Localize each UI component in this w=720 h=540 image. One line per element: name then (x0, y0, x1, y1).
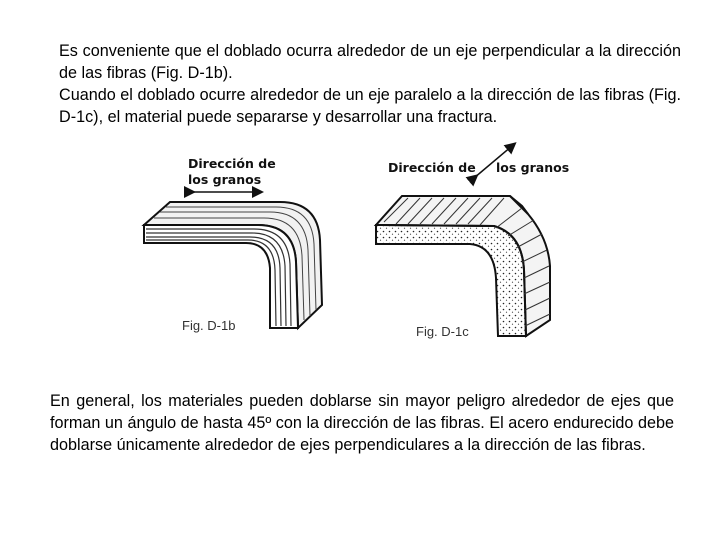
right-bent-bar (376, 146, 569, 339)
fig-d-1b-caption: Fig. D-1b (182, 318, 236, 333)
right-grain-label-word1: Dirección de (388, 160, 476, 175)
bending-figure (130, 140, 580, 355)
intro-paragraph (59, 40, 681, 128)
intro-line-1: Es conveniente que el doblado ocurra alrededor de un eje perpendicular a la dirección de las fibras (Fig. D-1b). (59, 42, 681, 82)
conclusion-paragraph: En general, los materiales pueden doblarse sin mayor peligro alrededor de ejes que forman un ángulo de hasta 45º con la dirección de las fibras. El acero endurecido debe doblarse únicamente alrededor de ejes perpendiculares a la dirección de las fibras. (50, 392, 674, 454)
fig-d-1c-caption: Fig. D-1c (416, 324, 469, 339)
left-grain-label-line1: Dirección de (188, 156, 276, 171)
intro-line-2: Cuando el doblado ocurre alrededor de un eje paralelo a la dirección de las fibras (Fig. D-1c), el material puede separarse y desarrollar una fractura. (59, 86, 681, 126)
right-grain-label-word2: los granos (496, 160, 570, 175)
left-bent-bar (144, 156, 322, 333)
left-grain-label-line2: los granos (188, 172, 262, 187)
